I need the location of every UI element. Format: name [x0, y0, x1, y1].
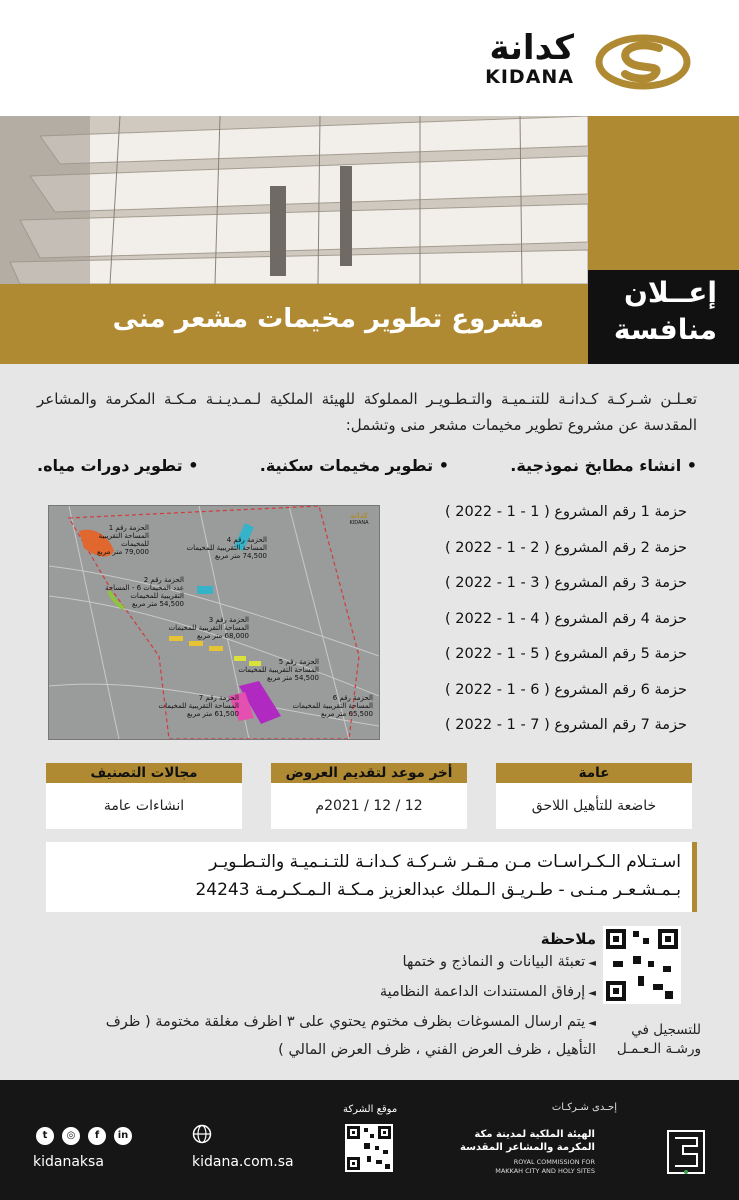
- announcement-label: إعــلان: [623, 276, 717, 309]
- scope-bullet: • انشاء مطابخ نموذجية.: [510, 456, 697, 475]
- package-item: حزمة 1 رقم المشروع ( 1 - 1 - 2022 ): [444, 504, 687, 520]
- social-handle[interactable]: kidanaksa: [33, 1154, 104, 1170]
- package-item: حزمة 7 رقم المشروع ( 7 - 1 - 2022 ): [444, 717, 687, 733]
- map-label-package-7: الحزمة رقم 7 المساحة التقريبية للمخيمات 61,500 متر مربع: [158, 694, 239, 718]
- tender-type-card: [496, 763, 692, 829]
- registration-qr-code[interactable]: [603, 926, 681, 1004]
- facebook-icon[interactable]: f: [88, 1127, 106, 1145]
- partner-name-en-line2: MAKKAH CITY AND HOLY SITES: [495, 1167, 595, 1175]
- note-item: ◄ إرفاق المستندات الداعمة النظامية: [380, 984, 596, 1000]
- kidana-logo-icon: [595, 30, 691, 90]
- note-item: ◄ يتم ارسال المسوغات بظرف مختوم يحتوي على ٣ اظرف مغلقة مختومة ( ظرف: [36, 1014, 596, 1030]
- map-logo-ar: كدانة: [350, 512, 368, 520]
- partner-label: إحـدى شـركـات: [551, 1102, 617, 1113]
- tender-label: منافسة: [613, 313, 717, 346]
- map-label-package-5: الحزمة رقم 5 المساحة التقريبية للمخيمات 54,500 متر مربع: [238, 658, 319, 682]
- package-item: حزمة 6 رقم المشروع ( 6 - 1 - 2022 ): [444, 681, 687, 698]
- map-label-package-6: الحزمة رقم 6 المساحة التقريبية للمخيمات 65,500 متر مربع: [292, 694, 373, 718]
- logo-text-en: KIDANA: [485, 66, 574, 88]
- website-qr-label: موقع الشركة: [343, 1104, 398, 1115]
- linkedin-icon[interactable]: in: [114, 1127, 132, 1145]
- intro-paragraph: تعـلـن شـركـة كـدانـة للتنـميـة والتـطـويـر المملوكة للهيئة الملكية لـمـديـنـة مـكـة المكرمة والمشاعر المقدسة عن مشروع تطوير مخيمات مشعر منى وتشمل:: [37, 390, 697, 434]
- map-logo-en: KIDANA: [349, 520, 369, 526]
- card-body: 12 / 12 / 2021م: [271, 783, 467, 829]
- pickup-location-line2: بـمـشـعـر مـنـى - طـريـق الـملك عبدالعزيز مـكـة الـمـكـرمـة 24243: [195, 880, 681, 900]
- package-item: حزمة 3 رقم المشروع ( 3 - 1 - 2022 ): [444, 575, 687, 591]
- map-label-package-2: الحزمة رقم 2 عدد المخيمات 6 - المساحة التقريبية للمخيمات 54,500 متر مربع: [105, 576, 184, 608]
- scope-bullet: • تطوير دورات مياه.: [37, 456, 198, 475]
- package-list: [387, 504, 687, 753]
- pickup-location-accent: [692, 842, 697, 912]
- pickup-location-line1: اسـتـلام الـكـراسـات مـن مـقـر شـركـة كـدانـة للتـنـميـة والتـطـويـر: [209, 852, 681, 872]
- card-head: أخر موعد لتقديم العروض: [271, 763, 467, 783]
- card-head: مجالات التصنيف: [46, 763, 242, 783]
- map-label-package-1: الحزمة رقم 1 المساحة التقريبية للمخيمات 79,000 متر مربع: [97, 524, 149, 556]
- card-body: انشاءات عامة: [46, 783, 242, 829]
- instagram-icon[interactable]: ◎: [62, 1127, 80, 1145]
- royal-commission-emblem-icon: [665, 1128, 707, 1176]
- globe-icon: [192, 1124, 212, 1144]
- notes-title: ملاحظة: [540, 930, 596, 948]
- partner-name-en-line1: ROYAL COMMISSION FOR: [513, 1158, 595, 1166]
- hero-photo-mina-tents: [0, 116, 588, 284]
- classification-card: [46, 763, 242, 829]
- deadline-card: [271, 763, 467, 829]
- partner-name-ar-line2: المكرمة والمشاعر المقدسة: [460, 1142, 595, 1153]
- hero-gold-panel: [588, 116, 739, 284]
- site-map: [48, 505, 380, 740]
- card-head: عامة: [496, 763, 692, 783]
- note-item: ◄ تعبئة البيانات و النماذج و ختمها: [403, 954, 596, 970]
- scope-bullets: [37, 456, 697, 475]
- logo-text-ar: كدانة: [489, 28, 574, 68]
- website-qr-code[interactable]: [345, 1124, 393, 1172]
- twitter-icon[interactable]: t: [36, 1127, 54, 1145]
- package-item: حزمة 5 رقم المشروع ( 5 - 1 - 2022 ): [444, 646, 687, 662]
- project-title: مشروع تطوير مخيمات مشعر منى: [112, 304, 544, 334]
- register-label-line2: ورشـة الـعـمـل: [616, 1041, 701, 1057]
- register-label-line1: للتسجيل في: [631, 1022, 701, 1038]
- package-item: حزمة 4 رقم المشروع ( 4 - 1 - 2022 ): [444, 610, 687, 627]
- card-body: خاضعة للتأهيل اللاحق: [496, 783, 692, 829]
- scope-bullet: • تطوير مخيمات سكنية.: [260, 456, 449, 475]
- map-label-package-4: الحزمة رقم 4 المساحة التقريبية للمخيمات 74,500 متر مربع: [186, 536, 267, 560]
- package-item: حزمة 2 رقم المشروع ( 2 - 1 - 2022 ): [444, 539, 687, 556]
- partner-name-ar-line1: الهيئة الملكية لمدينة مكة: [474, 1129, 595, 1140]
- note-item-continued: التأهيل ، ظرف العرض الفني ، ظرف العرض المالي ): [278, 1042, 596, 1058]
- website-link[interactable]: kidana.com.sa: [192, 1154, 294, 1170]
- map-label-package-3: الحزمة رقم 3 المساحة التقريبية للمخيمات 68,000 متر مربع: [168, 616, 249, 640]
- map-logo: [345, 512, 373, 526]
